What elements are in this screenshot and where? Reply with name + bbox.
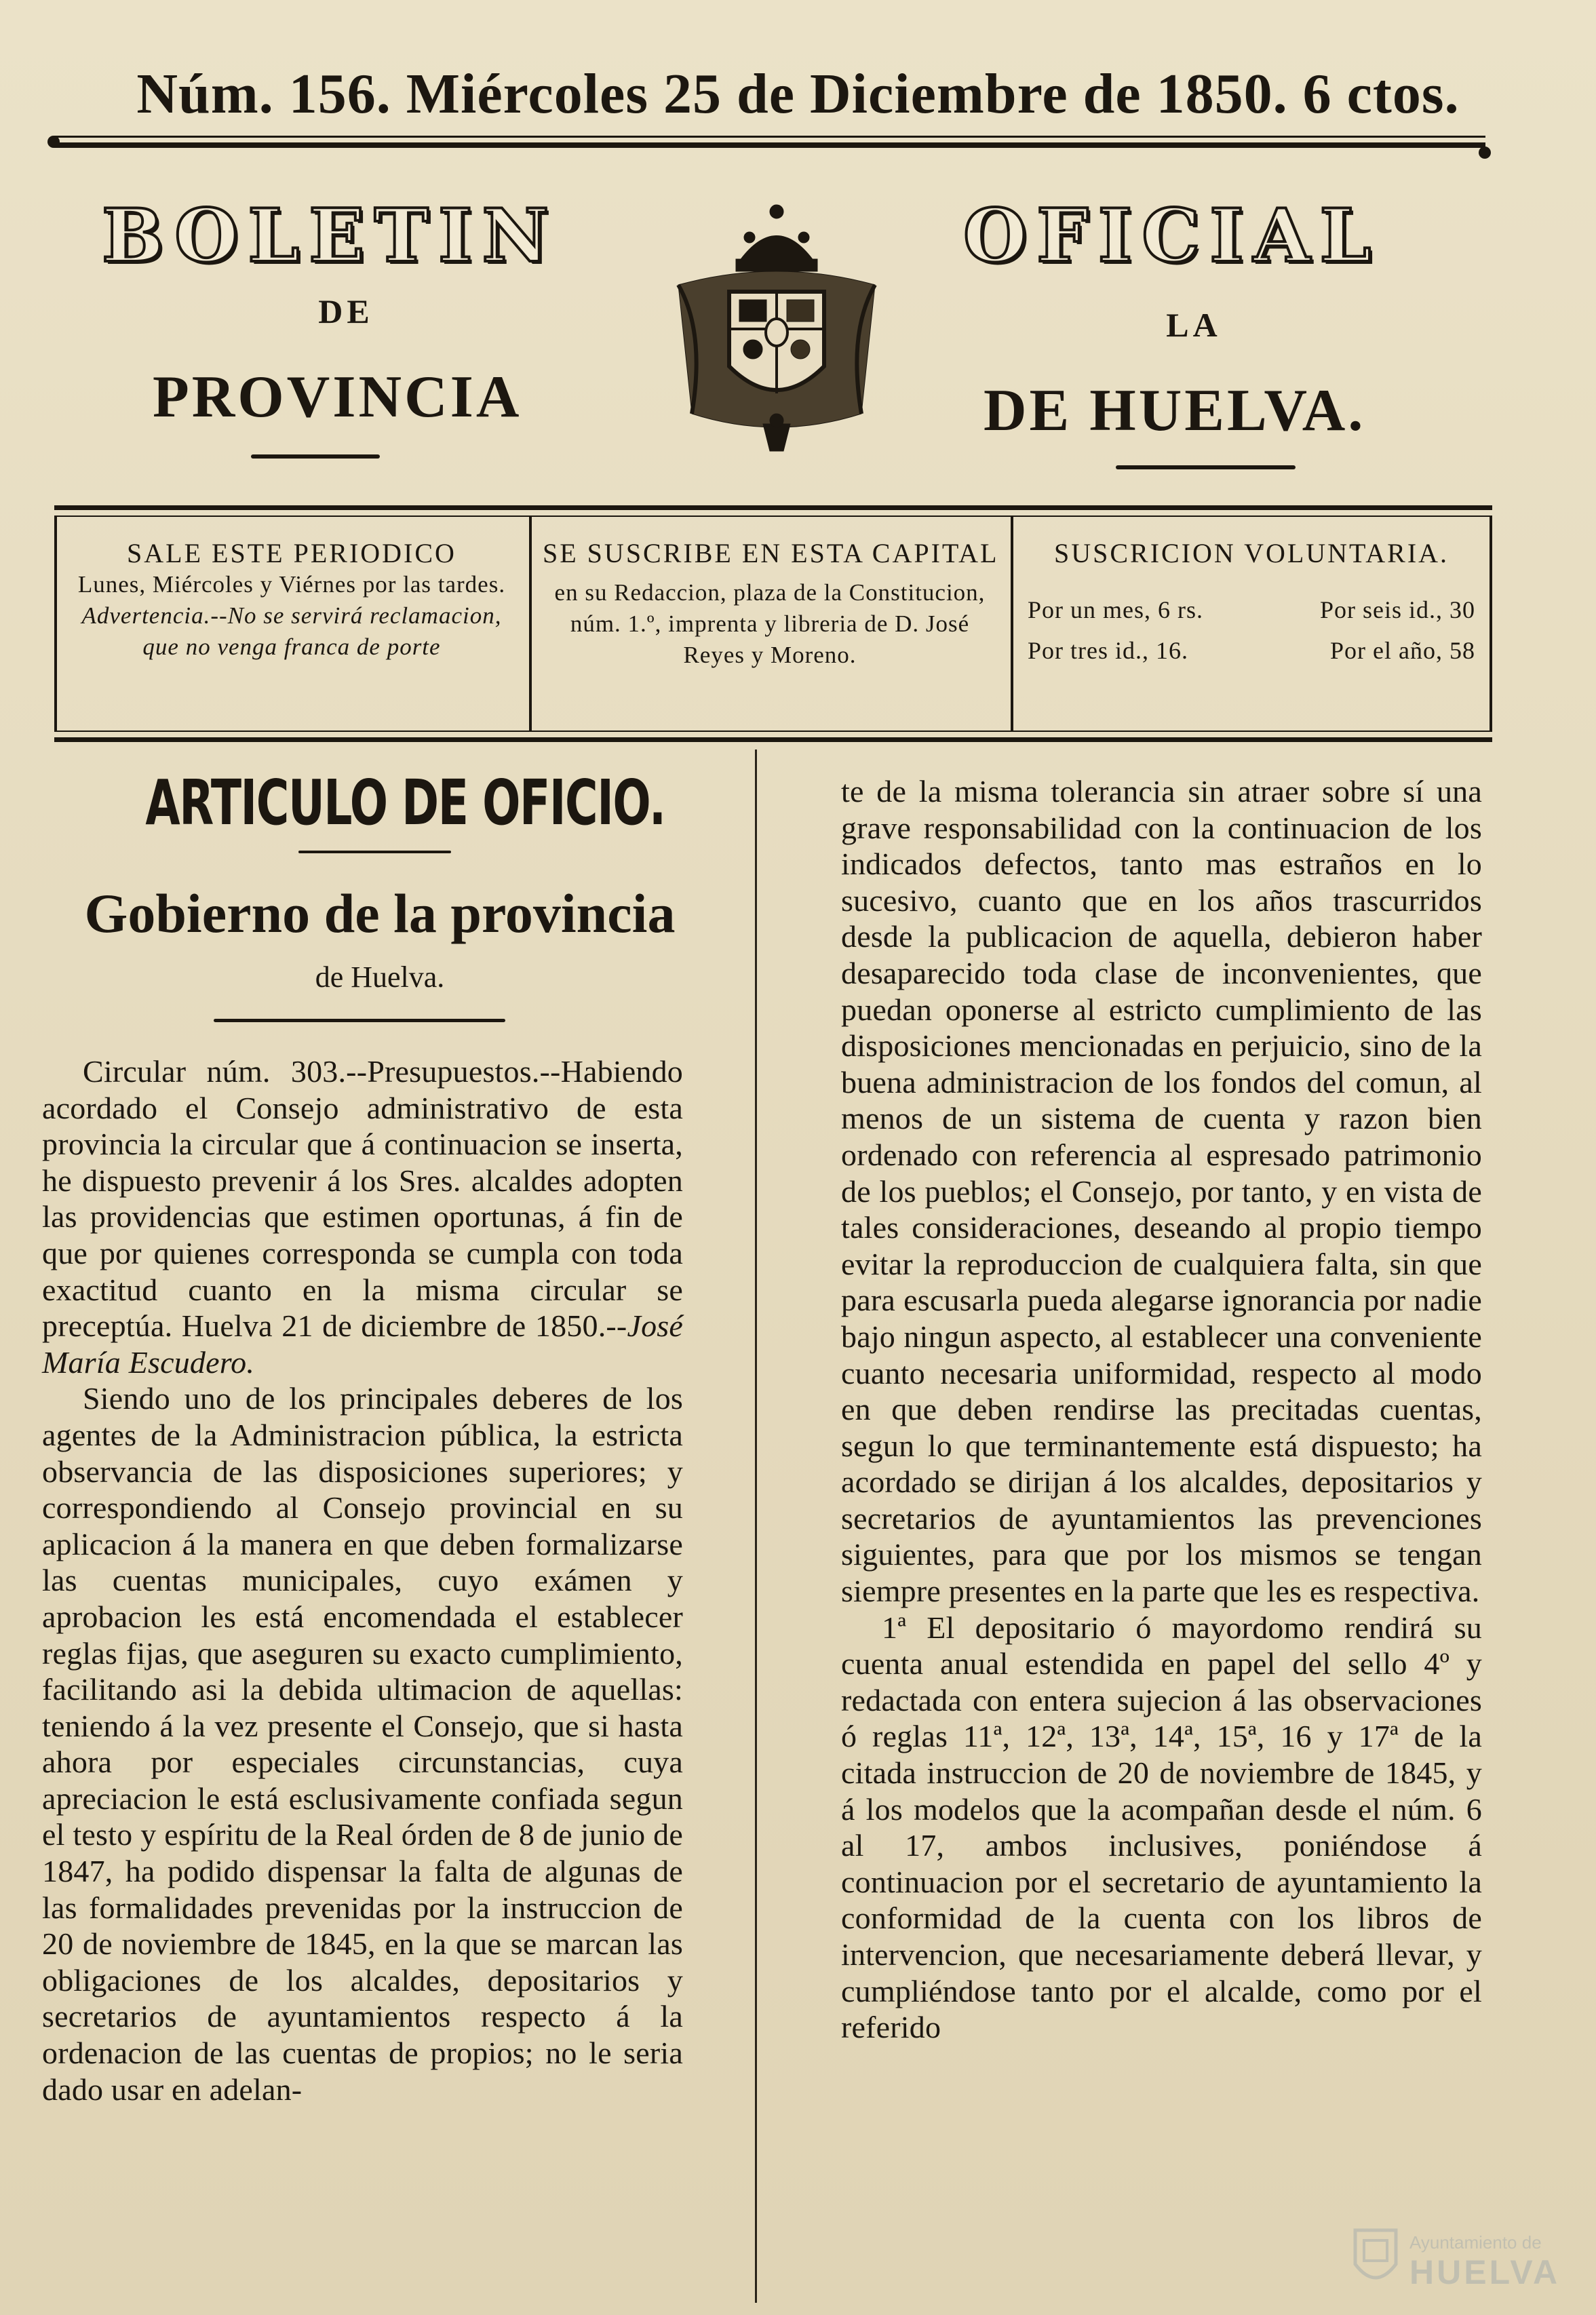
price-one-year: Por el año, 58 bbox=[1330, 637, 1475, 664]
rule-dot-right bbox=[1479, 147, 1491, 159]
info-heading-publication: SALE ESTE PERIODICO bbox=[127, 538, 456, 568]
government-subtitle: de Huelva. bbox=[315, 960, 445, 994]
watermark-line2: HUELVA bbox=[1409, 2253, 1561, 2291]
info-heading-subscription: SE SUSCRIBE EN ESTA CAPITAL bbox=[543, 538, 999, 568]
circular-paragraph: Circular núm. 303.--Presupuestos.--Habiendo acordado el Consejo administrativo de esta provincia la circular que á continuacion se inserta, he dispuesto prevenir á los Sres. alcaldes adopten las providencias que estimen oportunas, á fin de que por quienes corresponda se cumpla con toda exactitud cuanto en la misma circular se preceptúa. Huelva 21 de diciembre de 1850.--José María Escudero. bbox=[42, 1054, 683, 1380]
ornament-rule-right bbox=[1116, 465, 1296, 469]
government-title: Gobierno de la provincia bbox=[84, 882, 676, 944]
masthead-la: LA bbox=[1166, 306, 1222, 344]
price-row-2 bbox=[1028, 630, 1475, 671]
price-row-1 bbox=[1028, 589, 1475, 630]
info-col-prices bbox=[1028, 537, 1475, 671]
info-col-subscription bbox=[543, 537, 997, 671]
info-subscription-text: en su Redaccion, plaza de la Constitucion, núm. 1.º, imprenta y libreria de D. José Reyes y Moreno. bbox=[554, 579, 986, 668]
rule-1-paragraph: 1ª El depositario ó mayordomo rendirá su cuenta anual estendida en papel del sello 4º y redactada con entera sujecion á las observaciones ó reglas 11ª, 12ª, 13ª, 14ª, 15ª, 16 y 17ª de la citada instruccion de 20 de noviembre de 1845, y á los modelos que la acompañan desde el núm. 6 al 17, ambos inclusives, poniéndose á continuacion por el secretario de ayuntamiento la conformidad de la cuenta con los libros de intervencion, que necesariamente deberá llevar, y cumpliéndose tanto por el alcalde, como por el referido bbox=[841, 1610, 1482, 2045]
watermark bbox=[1352, 2220, 1569, 2295]
info-publication-days: Lunes, Miércoles y Viérnes por las tardes. bbox=[77, 571, 506, 598]
city-shield-icon bbox=[1352, 2223, 1399, 2291]
body-paragraph-2: te de la misma tolerancia sin atraer sobre sí una grave responsabilidad con la continuacion de los indicados defectos, tanto mas estraños en lo sucesivo, cuanto que en los años trascurridos desde la publicacion de aquella, debieron haber desaparecido toda clase de inconvenientes, que puedan oponerse al estricto cumplimiento de las disposiciones mencionadas en perjuicio, sino de la buena administracion de los fondos del comun, al menos de un sistema de cuenta y razon bien ordenado con referencia al espresado patrimonio de los pueblos; el Consejo, por tanto, y en vista de tales consideraciones, deseando al propio tiempo evitar la reproduccion de cualquiera falta, sin que para escusarla pueda alegarse ignorancia por nadie bajo ningun aspecto, al establecer una conveniente cuanto necesaria uniformidad, respecto al modo en que deben rendirse las precitadas cuentas, segun lo que terminantemente está dispuesto; ha acordado se dirijan á los alcaldes, depositarios y secretarios de ayuntamientos las prevenciones siguientes, para que por los mismos se tengan siempre presentes en la parte que les es respectiva. bbox=[841, 774, 1482, 1609]
info-col-publication bbox=[64, 537, 519, 663]
right-column-text bbox=[841, 773, 1482, 2046]
price-six-months: Por seis id., 30 bbox=[1319, 596, 1475, 623]
masthead-provincia: PROVINCIA bbox=[153, 364, 522, 430]
body-paragraph-1: Siendo uno de los principales deberes de los agentes de la Administracion pública, la estricta observancia de las disposiciones superiores; y correspondiendo al Consejo provincial en su aplicacion á la manera en que deben formalizarse las cuentas municipales, cuyo exámen y aprobacion les está encomendada el establecer reglas fijas, que aseguren su exacto cumplimiento, facilitando asi la debida ultimacion de aquellas: teniendo á la vez presente el Consejo, que si hasta ahora por especiales circunstancias, cuya apreciacion le está esclusivamente confiada segun el testo y espíritu de la Real órden de 8 de junio de 1847, ha podido dispensar la falta de algunas de las formalidades prevenidas por la instruccion de 20 de noviembre de 1845, en la que se marcan las obligaciones de los alcaldes, depositarios y secretarios de ayuntamientos respecto á la ordenacion de las cuentas de propios; no le seria dado usar en adelan- bbox=[42, 1381, 683, 2107]
info-advertencia: Advertencia.--No se servirá reclamacion, que no venga franca de porte bbox=[81, 602, 502, 660]
watermark-line1: Ayuntamiento de bbox=[1409, 2232, 1542, 2253]
subscription-info-box bbox=[54, 505, 1492, 742]
info-heading-prices: SUSCRICION VOLUNTARIA. bbox=[1053, 538, 1449, 568]
ornament-rule-left bbox=[251, 454, 380, 459]
issue-line: Núm. 156. Miércoles 25 de Diciembre de 1850. 6 ctos. bbox=[136, 62, 1460, 125]
section-title: ARTICULO DE OFICIO. bbox=[145, 766, 665, 839]
price-three-months: Por tres id., 16. bbox=[1028, 637, 1188, 664]
rule-dot-left bbox=[47, 136, 60, 148]
header-rule-bottom bbox=[54, 142, 1485, 148]
column-divider bbox=[755, 750, 757, 2303]
masthead-de-huelva: DE HUELVA. bbox=[984, 378, 1366, 444]
masthead-word-left: BOLETIN bbox=[102, 193, 559, 279]
masthead-de: DE bbox=[318, 292, 374, 330]
header-rule-top bbox=[54, 136, 1485, 138]
masthead-word-right: OFICIAL bbox=[963, 193, 1381, 279]
section-ornament-rule bbox=[298, 851, 451, 853]
government-ornament-rule bbox=[214, 1019, 505, 1022]
royal-coat-of-arms-icon bbox=[665, 197, 889, 461]
signature: José María Escudero. bbox=[42, 1308, 683, 1380]
price-one-month: Por un mes, 6 rs. bbox=[1028, 596, 1203, 623]
left-column-text bbox=[42, 1053, 683, 2107]
